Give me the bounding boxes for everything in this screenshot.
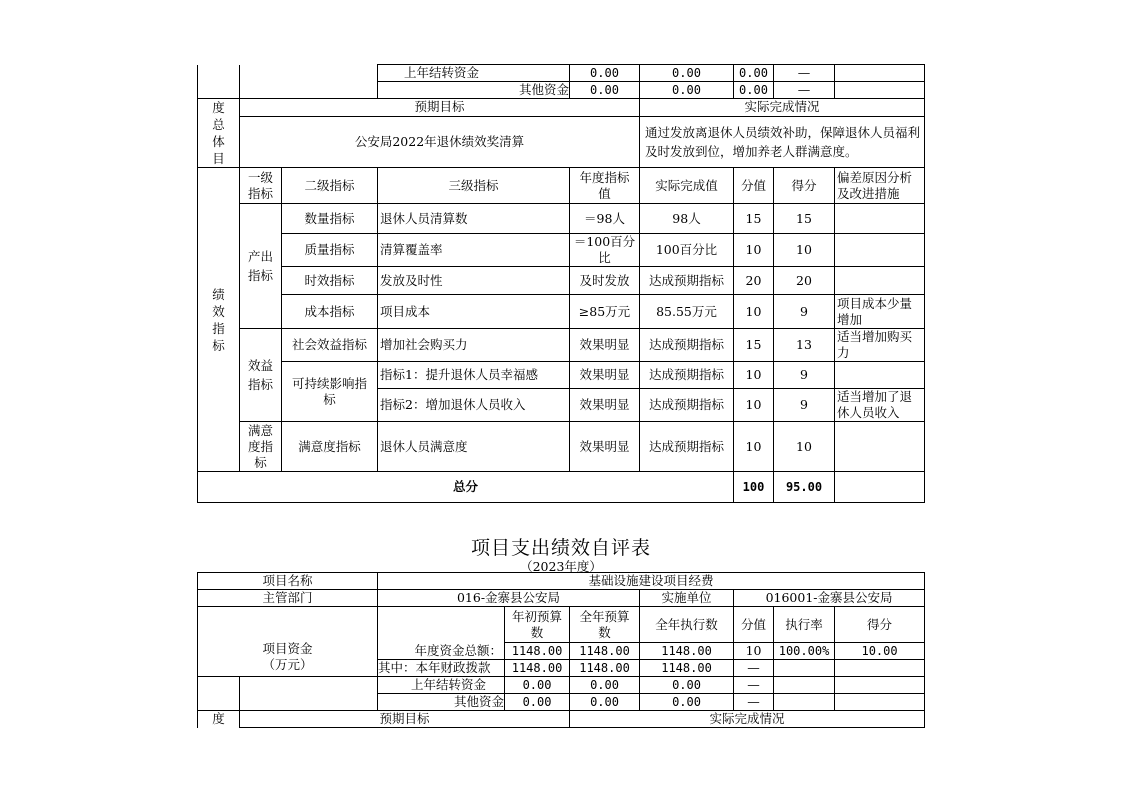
annual-target: ＝98人: [570, 204, 640, 234]
score: [835, 694, 925, 711]
header-score-value: 分值: [734, 607, 774, 643]
department-row: [198, 590, 925, 607]
overall-goal-side-label: 度 总 体 目: [198, 99, 240, 168]
deviation-analysis: [835, 234, 925, 267]
group-output: 产出 指标: [240, 204, 282, 329]
score: 20: [774, 267, 835, 295]
actual-value: 达成预期指标: [640, 329, 734, 362]
funds-row-label: 年度资金总额：: [378, 643, 505, 660]
score: 13: [774, 329, 835, 362]
score-value: 10: [734, 362, 774, 389]
header-level2: 二级指标: [282, 168, 378, 204]
funds-label: 上年结转资金: [378, 65, 570, 82]
performance-table-2022: [197, 64, 925, 503]
funds-row-other: [198, 694, 925, 711]
annual-target: 及时发放: [570, 267, 640, 295]
project-name: 基础设施建设项目经费: [378, 573, 925, 590]
annual-execution: 1148.00: [640, 660, 734, 677]
annual-execution: 1148.00: [640, 643, 734, 660]
exec-rate: [774, 660, 835, 677]
blank-cell: [198, 677, 240, 694]
actual-goal-header: 实际完成情况: [640, 99, 925, 117]
group-benefit: 效益 指标: [240, 329, 282, 422]
indicator-row: [198, 422, 925, 472]
blank-cell: [835, 472, 925, 503]
deviation-analysis: 适当增加了退 休人员收入: [835, 389, 925, 422]
level3-indicator: 指标2：增加退休人员收入: [378, 389, 570, 422]
actual-value: 达成预期指标: [640, 267, 734, 295]
expected-goal-header: 预期目标: [240, 99, 640, 117]
annual-target: 效果明显: [570, 329, 640, 362]
annual-target: 效果明显: [570, 362, 640, 389]
score-value: —: [774, 65, 835, 82]
indicator-row: [198, 362, 925, 389]
funds-row-other: [198, 82, 925, 99]
annual-budget: 0.00: [570, 677, 640, 694]
level2-indicator: 满意度指标: [282, 422, 378, 472]
level2-indicator: 数量指标: [282, 204, 378, 234]
actual-value: 85.55万元: [640, 295, 734, 329]
annual-execution: 0.00: [640, 677, 734, 694]
indicators-side-label: 绩 效 指 标: [198, 168, 240, 472]
actual-value: 达成预期指标: [640, 389, 734, 422]
exec-rate: [835, 65, 925, 82]
initial-budget: 0.00: [570, 82, 640, 99]
indicator-row: [198, 329, 925, 362]
annual-target: 效果明显: [570, 389, 640, 422]
deviation-analysis: 适当增加购买 力: [835, 329, 925, 362]
header-analysis: 偏差原因分析 及改进措施: [835, 168, 925, 204]
deviation-analysis: 项目成本少量 增加: [835, 295, 925, 329]
initial-budget: 1148.00: [505, 643, 570, 660]
annual-execution: 0.00: [734, 65, 774, 82]
level2-indicator: 社会效益指标: [282, 329, 378, 362]
header-score: 得分: [835, 607, 925, 643]
score: 15: [774, 204, 835, 234]
level3-indicator: 增加社会购买力: [378, 329, 570, 362]
dept-label: 主管部门: [198, 590, 378, 607]
score-value: 10: [734, 643, 774, 660]
project-name-label: 项目名称: [198, 573, 378, 590]
actual-goal: 通过发放离退休人员绩效补助，保障退休人员福利及时发放到位，增加养老人群满意度。: [640, 116, 925, 168]
score-value: 15: [734, 329, 774, 362]
exec-rate: 100.00%: [774, 643, 835, 660]
actual-goal-header: 实际完成情况: [570, 711, 925, 728]
annual-target: 效果明显: [570, 422, 640, 472]
total-score: 95.00: [774, 472, 835, 503]
score: 9: [774, 295, 835, 329]
funds-row-carryover: [198, 677, 925, 694]
header-score: 得分: [774, 168, 835, 204]
score: 10: [774, 234, 835, 267]
overall-goal-row: [198, 116, 925, 168]
actual-value: 98人: [640, 204, 734, 234]
level3-indicator: 项目成本: [378, 295, 570, 329]
total-label: 总分: [198, 472, 734, 503]
overall-goal-header-row: [198, 99, 925, 117]
score-value: 20: [734, 267, 774, 295]
impl-label: 实施单位: [640, 590, 734, 607]
initial-budget: 0.00: [570, 65, 640, 82]
exec-rate: [774, 677, 835, 694]
funds-label: 项目资金 （万元）: [198, 607, 378, 677]
score-value: 10: [734, 422, 774, 472]
header-exec-rate: 执行率: [774, 607, 835, 643]
level3-indicator: 退休人员满意度: [378, 422, 570, 472]
actual-value: 达成预期指标: [640, 422, 734, 472]
score-value: —: [734, 677, 774, 694]
score-value: 10: [734, 234, 774, 267]
header-annual-budget: 全年预算 数: [570, 607, 640, 643]
dept-value: 016-金寨县公安局: [378, 590, 640, 607]
annual-budget: 1148.00: [570, 660, 640, 677]
exec-rate: [835, 82, 925, 99]
funds-label: 其他资金: [378, 82, 570, 99]
header-actual-value: 实际完成值: [640, 168, 734, 204]
total-row: [198, 472, 925, 503]
header-level3: 三级指标: [378, 168, 570, 204]
score: [835, 677, 925, 694]
annual-target: ≥85万元: [570, 295, 640, 329]
annual-budget: 0.00: [570, 694, 640, 711]
overall-goal-side-label: 度: [198, 711, 240, 728]
blank-cell: [240, 677, 378, 694]
initial-budget: 1148.00: [505, 660, 570, 677]
overall-goal-header-row: [198, 711, 925, 728]
annual-budget: 0.00: [640, 65, 734, 82]
indicator-row: [198, 295, 925, 329]
score-value: —: [734, 694, 774, 711]
score: 10: [774, 422, 835, 472]
blank-cell: [198, 82, 240, 99]
blank-cell: [378, 607, 505, 643]
level3-indicator: 退休人员清算数: [378, 204, 570, 234]
blank-cell: [240, 82, 378, 99]
initial-budget: 0.00: [505, 694, 570, 711]
funds-row-label: 其他资金: [378, 694, 505, 711]
indicator-row: [198, 234, 925, 267]
indicator-row: [198, 267, 925, 295]
header-annual-target: 年度指标 值: [570, 168, 640, 204]
level3-indicator: 发放及时性: [378, 267, 570, 295]
performance-table-2023: [197, 572, 925, 728]
annual-execution: 0.00: [734, 82, 774, 99]
level3-indicator: 清算覆盖率: [378, 234, 570, 267]
form-subtitle: （2023年度）: [520, 559, 602, 574]
funds-row-carryover: [198, 65, 925, 82]
header-initial-budget: 年初预算 数: [505, 607, 570, 643]
form-title: 项目支出绩效自评表: [470, 537, 651, 559]
funds-row-label: 上年结转资金: [378, 677, 505, 694]
header-annual-execution: 全年执行数: [640, 607, 734, 643]
score-value: 10: [734, 295, 774, 329]
header-score-value: 分值: [734, 168, 774, 204]
level2-indicator: 时效指标: [282, 267, 378, 295]
score: 9: [774, 389, 835, 422]
blank-cell: [198, 65, 240, 82]
deviation-analysis: [835, 422, 925, 472]
score-value: —: [774, 82, 835, 99]
funds-row-label: 其中：本年财政拨款: [378, 660, 505, 677]
score: 9: [774, 362, 835, 389]
score: [835, 660, 925, 677]
blank-cell: [240, 65, 378, 82]
score-value: —: [734, 660, 774, 677]
exec-rate: [774, 694, 835, 711]
blank-cell: [198, 694, 240, 711]
actual-value: 达成预期指标: [640, 362, 734, 389]
initial-budget: 0.00: [505, 677, 570, 694]
header-level1: 一级 指标: [240, 168, 282, 204]
expected-goal: 公安局2022年退休绩效奖清算: [240, 116, 640, 168]
deviation-analysis: [835, 204, 925, 234]
total-score-value: 100: [734, 472, 774, 503]
score: 10.00: [835, 643, 925, 660]
level2-indicator: 成本指标: [282, 295, 378, 329]
funds-header-row: [198, 607, 925, 643]
blank-cell: [240, 694, 378, 711]
annual-budget: 0.00: [640, 82, 734, 99]
score-value: 10: [734, 389, 774, 422]
annual-target: ＝100百分 比: [570, 234, 640, 267]
impl-value: 016001-金寨县公安局: [734, 590, 925, 607]
level3-indicator: 指标1：提升退休人员幸福感: [378, 362, 570, 389]
annual-execution: 0.00: [640, 694, 734, 711]
deviation-analysis: [835, 362, 925, 389]
level2-indicator: 质量指标: [282, 234, 378, 267]
actual-value: 100百分比: [640, 234, 734, 267]
level2-indicator: 可持续影响指 标: [282, 362, 378, 422]
indicator-header-row: [198, 168, 925, 204]
project-name-row: [198, 573, 925, 590]
indicator-row: [198, 204, 925, 234]
deviation-analysis: [835, 267, 925, 295]
expected-goal-header: 预期目标: [240, 711, 570, 728]
score-value: 15: [734, 204, 774, 234]
group-satisfaction: 满意 度指 标: [240, 422, 282, 472]
annual-budget: 1148.00: [570, 643, 640, 660]
